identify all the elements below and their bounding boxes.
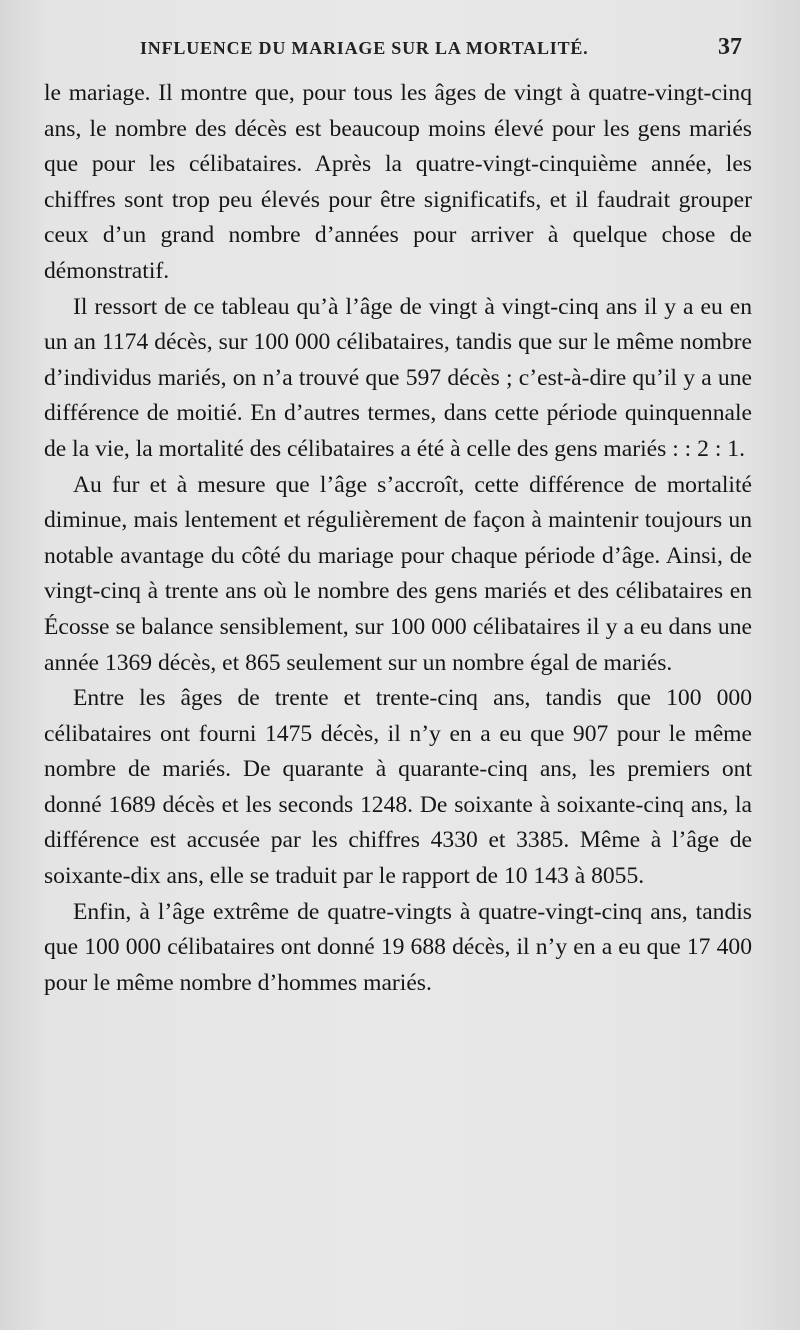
paragraph-1: le mariage. Il montre que, pour tous les âges de vingt à quatre-vingt-cinq ans, le nombre des décès est beaucoup moins élevé pour les gens mariés que pour les célibataires. Après la quatre-vingt-cinquième année, les chiffres sont trop peu élevés pour être significatifs, et il faudrait grouper ceux d’un grand nombre d’années pour arriver à quelque chose de démonstratif.	[44, 80, 752, 284]
page-header	[44, 34, 742, 64]
paragraph-3: Au fur et à mesure que l’âge s’accroît, cette différence de mortalité diminue, mais lentement et régulièrement de façon à maintenir toujours un notable avantage du côté du mariage pour chaque période d’âge. Ainsi, de vingt-cinq à trente ans où le nombre des gens mariés et des célibataires en Écosse se balance sensiblement, sur 100 000 célibataires il y a eu dans une année 1369 décès, et 865 seulement sur un nombre égal de mariés.	[44, 471, 752, 676]
paragraph-5: Enfin, à l’âge extrême de quatre-vingts à quatre-vingt-cinq ans, tandis que 100 000 célibataires ont donné 19 688 décès, il n’y en a eu que 17 400 pour le même nombre d’hommes mariés.	[44, 898, 752, 996]
body-text	[44, 76, 752, 1001]
paragraph-2: Il ressort de ce tableau qu’à l’âge de vingt à vingt-cinq ans il y a eu en un an 1174 décès, sur 100 000 célibataires, tandis que sur le même nombre d’individus mariés, on n’a trouvé que 597 décès ; c’est-à-dire qu’il y a une différence de moitié. En d’autres termes, dans cette période quinquennale de la vie, la mortalité des célibataires a été à celle des gens mariés : : 2 : 1.	[44, 293, 752, 462]
page-number: 37	[718, 34, 742, 60]
running-title: INFLUENCE DU MARIAGE SUR LA MORTALITÉ.	[140, 38, 589, 58]
paragraph-4: Entre les âges de trente et trente-cinq ans, tandis que 100 000 célibataires ont fourni 1475 décès, il n’y en a eu que 907 pour le même nombre de mariés. De quarante à quarante-cinq ans, les premiers ont donné 1689 décès et les seconds 1248. De soixante à soixante-cinq ans, la différence est accusée par les chiffres 4330 et 3385. Même à l’âge de soixante-dix ans, elle se traduit par le rapport de 10 143 à 8055.	[44, 685, 752, 890]
